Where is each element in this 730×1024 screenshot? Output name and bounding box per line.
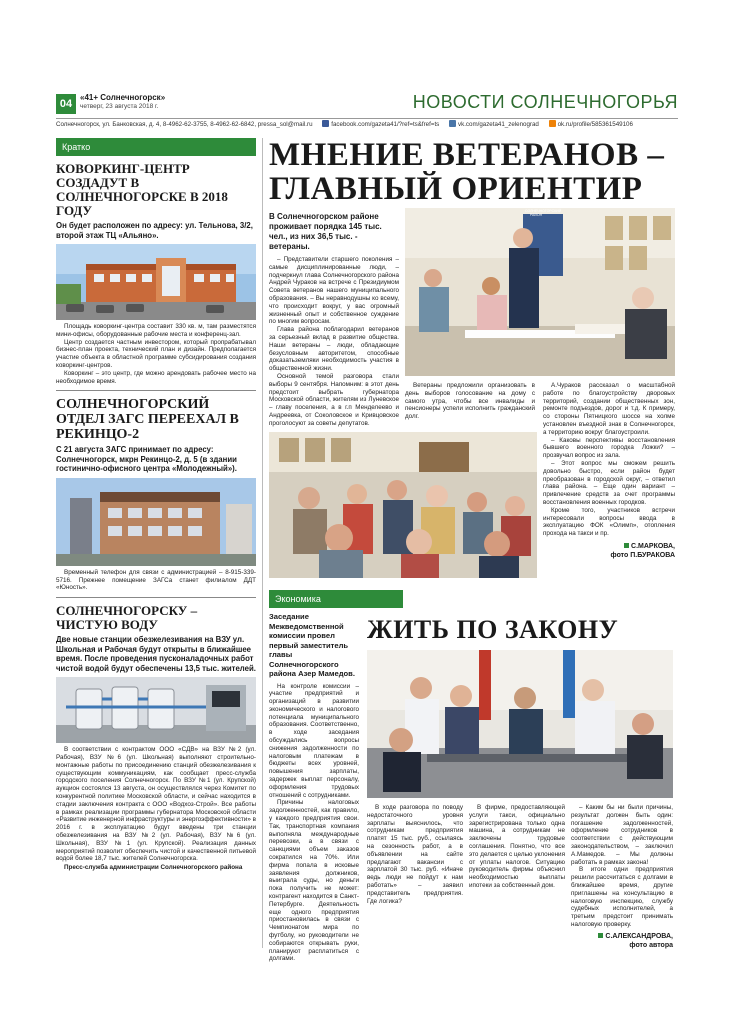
divider xyxy=(56,390,256,391)
article3-p1: В соответствии с контрактом ООО «СДВ» на ВЗУ №2 (ул. Рабочая), ВЗУ №6 (ул. Школьная) выполняют строительно-монтажные работы по присоединению станций обезжелезивания к существующим коммуникациям, как сообщает пресс-служба городского поселения Солнечногорск. По ВЗУ №1 (ул. Крупской) аукцион состоялся 13 августа, он осуществлялся через Комитет по конкурентной политике Московской области, и сейчас находится в стадии заключения контракта с ООО «Водхоз-Строй». Все работы в рамках реализации программы губернатора Московской области «Развитие инженерной инфраструктуры и энергоэффективности» в 2016 г. в эксплуатацию будут введены три станции обезжелезивания на ВЗУ №2 (ул. Рабочая), ВЗУ №6 (ул. Школьная), ВЗУ №1 (ул. Крупской). Реализация данных мероприятий позволит обеспечить чистой и качественной питьевой водой более 18,7 тыс. жителей Солнечногорска. xyxy=(56,746,256,863)
economy-p3: В ходе разговора по поводу недостаточного уровня зарплаты выяснилось, что сотрудникам предприятия платят 15 тыс. руб., ссылаясь на сезонность работ, а в объявлении на сайте предлагают вакансии с зарплатой 30 тыс. руб. «Иначе ведь люди не пойдут к нам работать» – заявил представитель предприятия. Где логика? xyxy=(367,804,463,905)
page-number: 04 xyxy=(56,94,76,114)
address: Солнечногорск, ул. Банковская, д. 4, 8-4962-62-3755, 8-4962-62-6842, pressa_sol@mail.ru xyxy=(56,121,313,128)
contacts-line xyxy=(56,118,678,129)
economy-lead: Заседание Межведомственной комиссии провел первый заместитель главы Солнечногорского района Азер Мамедов. xyxy=(269,612,355,678)
divider xyxy=(56,597,256,598)
facebook-icon xyxy=(322,120,329,127)
main-lead: В Солнечногорском районе проживает порядка 145 тыс. чел., из них 36,5 тыс. - ветераны. xyxy=(269,212,382,251)
main-text-column xyxy=(269,212,399,437)
paper-name: «41+ Солнечногорск» xyxy=(80,93,166,102)
left-column xyxy=(56,138,256,948)
article2-title: СОЛНЕЧНОГОРСКИЙ ОТДЕЛ ЗАГС ПЕРЕЕХАЛ В РЕКИНЦО-2 xyxy=(56,397,239,443)
issue-date: четверг, 23 августа 2018 г. xyxy=(80,103,159,110)
economy-text-column xyxy=(571,804,673,948)
coworking-building-photo xyxy=(56,244,256,320)
main-article-title: МНЕНИЕ ВЕТЕРАНОВ – ГЛАВНЫЙ ОРИЕНТИР xyxy=(269,137,665,207)
economy-title: ЖИТЬ ПО ЗАКОНУ xyxy=(367,615,619,644)
section-title: НОВОСТИ СОЛНЕЧНОГОРЬЯ xyxy=(412,92,678,112)
main-p2: Глава района поблагодарил ветеранов за серьезный вклад в развитие общества. Наши ветераны – люди, обладающие безусловным авторитетом, способные доказатьземляки необходимость участия в общественной жизни. xyxy=(269,326,399,373)
section-label-economy: Экономика xyxy=(269,590,403,608)
economy-p2: Причины налоговых задолженностей, как правило, у каждого предприятия свои. Так, транспортная компания выполняла международные перевозки, а в связи с санкциями объем заказов сократился на 70%. Или фирма попала в исковые заявления должников, выиграла суды, но деньги пока получить не может: контрагент находится в Санкт-Петербурге. Деятельность еще одного предприятия приостановилась в связи с Чемпионатом мира по футболу, но руководители не собираются открывать руки, планируют расплатиться с долгами. xyxy=(269,799,359,963)
main-p5: А.Чураков рассказал о масштабной работе по благоустройству дворовых территорий, создании общественных зон, ремонте подъездов, дорог и т.д. К примеру, со стороны Пятницкого шоссе на холме установлен въездной знак в Солнечногорск, а территорию вокруг благоустроили. xyxy=(543,382,675,436)
economy-p6: В итоге одни предприятия решили рассчитаться с долгами в ближайшее время, другие приглашены на консультацию в налоговую инспекцию, службу судебных исполнителей, а третьим предстоит принимать налоговую проверку. xyxy=(571,866,673,928)
article3-title: СОЛНЕЧНОГОРСКУ – ЧИСТУЮ ВОДУ xyxy=(56,603,198,633)
article2-lead: С 21 августа ЗАГС принимает по адресу: Солнечногорск, мкрн Рекинцо-2, д. 5 (в здании гостинично-офисного центра «Молодежный»). xyxy=(56,445,237,474)
article1-title: КОВОРКИНГ-ЦЕНТР СОЗДАДУТ В СОЛНЕЧНОГОРСКЕ В 2018 ГОДУ xyxy=(56,161,228,218)
bullet-square-icon xyxy=(624,543,629,548)
main-p3: Основной темой разговора стали выборы 9 сентября. Напомним: в этот день предстоит выбрать губернатора Московской области, жителям из Луневское – главу поселения, а в г.п Менделеево и Андреевка, от Соколовское и Кривцовское проголосуют за советы депутатов. xyxy=(269,372,399,427)
article1-p2: Центр создается частным инвестором, который пропрабатывал бизнес-план проекта, технический план и дизайн. Предполагается участие объекта в областной программе субсидирования создания коворкинг-центров. xyxy=(56,338,256,369)
ok-icon xyxy=(549,120,556,127)
facebook-link[interactable]: facebook.com/gazeta41/?ref=ts&fref=ts xyxy=(322,121,439,128)
main-p6: – Каковы перспективы восстановления бывшего военного городка Ложки? – прозвучал вопрос из зала. xyxy=(543,436,675,460)
registry-office-building-photo xyxy=(56,478,256,566)
economy-text-column xyxy=(469,804,565,948)
economy-p4: В фирме, предоставляющей услуги такси, официально зарегистрирована только одна машина, а сотрудникам не заключены трудовые соглашения. Понятно, что все это делается с целью уклонения от уплаты налогов. Ситуацию руководитель фирмы объяснил необходимостью выплаты ипотеки за собственный дом. xyxy=(469,804,565,889)
page-header xyxy=(56,92,678,116)
main-signature: С.МАРКОВА, фото П.БУРАКОВА xyxy=(610,542,675,559)
article1-p3: Коворкинг – это центр, где можно арендовать рабочее место на необходимое время. xyxy=(56,369,256,385)
right-area xyxy=(262,137,678,963)
economy-text-column xyxy=(269,612,359,963)
article3-source: Пресс-служба администрации Солнечногорского района xyxy=(64,864,243,872)
main-p8: Кроме того, участников встречи интересовали вопросы ввода в эксплуатацию ФОК «Олимп», отопления прохода на такси и пр. xyxy=(543,506,675,538)
meeting-photo-audience xyxy=(269,432,537,578)
economy-signature: С.АЛЕКСАНДРОВА, фото автора xyxy=(571,932,673,950)
section-label-briefly: Кратко xyxy=(56,138,256,156)
main-p4: Ветераны предложили организовать в день выборов голосование на дому с самого утра, чтобы все инвалиды и пенсионеры успели исполнить гражданский долг. xyxy=(405,382,535,421)
main-text-column xyxy=(543,382,675,592)
article3-lead: Две новые станции обезжелезивания на ВЗУ ул. Школьная и Рабочая будут открыты в ближайшее время. После проведения пусконаладочных работ чистой водой будут обеспечены 13,5 тыс. жителей. xyxy=(56,635,256,673)
article1-lead: Он будет расположен по адресу: ул. Тельнова, 3/2, второй этаж ТЦ «Альяно». xyxy=(56,221,253,240)
economy-p1: На контроле комиссии – участие предприятий и организаций в развитии экономического и налогового потенциала муниципального образования. Соответственно, в ходе заседания обсуждались вопросы снижения задолженности по налоговым платежам в бюджеты всех уровней, повышения зарплаты, задержек выплат персоналу, оформления трудовых отношений с сотрудниками. xyxy=(269,682,359,799)
ok-link[interactable]: ok.ru/profile/585361549106 xyxy=(549,121,633,128)
bullet-square-icon xyxy=(598,933,603,938)
main-p7: – Этот вопрос мы сможем решить довольно быстро, если район будет преобразован в городской округ, – ответил глава района. – Еще один вариант – привлечение средств за счет программы восстановления военных городков. xyxy=(543,459,675,506)
article1-p1: Площадь коворкинг-центра составит 330 кв. м, там разместятся мини-офисы, оборудованные рабочие места и конференц-зал. xyxy=(56,323,256,338)
economy-text-column xyxy=(367,804,463,948)
economy-label-row xyxy=(269,590,673,608)
article2-p1: Временный телефон для связи с администрацией – 8-915-339-5716. Прежнее помещение ЗАГСа станет филиалом ДДТ «Юность». xyxy=(56,568,256,592)
vk-link[interactable]: vk.com/gazeta41_zelenograd xyxy=(449,121,539,128)
economy-p5: – Каким бы ни были причины, результат должен быть один: погашение задолженностей, оформление сотрудников в соответствии с действующим законодательством, – заключил А.Мамедов. – Мы должны работать в рамках закона! xyxy=(571,804,673,866)
sign-board: СОЛНЕЧНОГОРСКИЙ РАЙОН xyxy=(525,209,562,217)
economy-title-box xyxy=(367,616,673,650)
water-station-photo xyxy=(56,677,256,743)
vk-icon xyxy=(449,120,456,127)
main-p1: – Представители старшего поколения – самые дисциплинированные люди, – подчеркнул глава Солнечногорского района Андрей Чураков на встрече с Президиумом Совета ветеранов нашего муниципального образования. – Вы неравнодушны ко всему, что происходит вокруг, у вас огромный жизненный опыт и собственное суждение по многим вопросам. xyxy=(269,256,399,326)
commission-meeting-photo xyxy=(367,650,673,798)
